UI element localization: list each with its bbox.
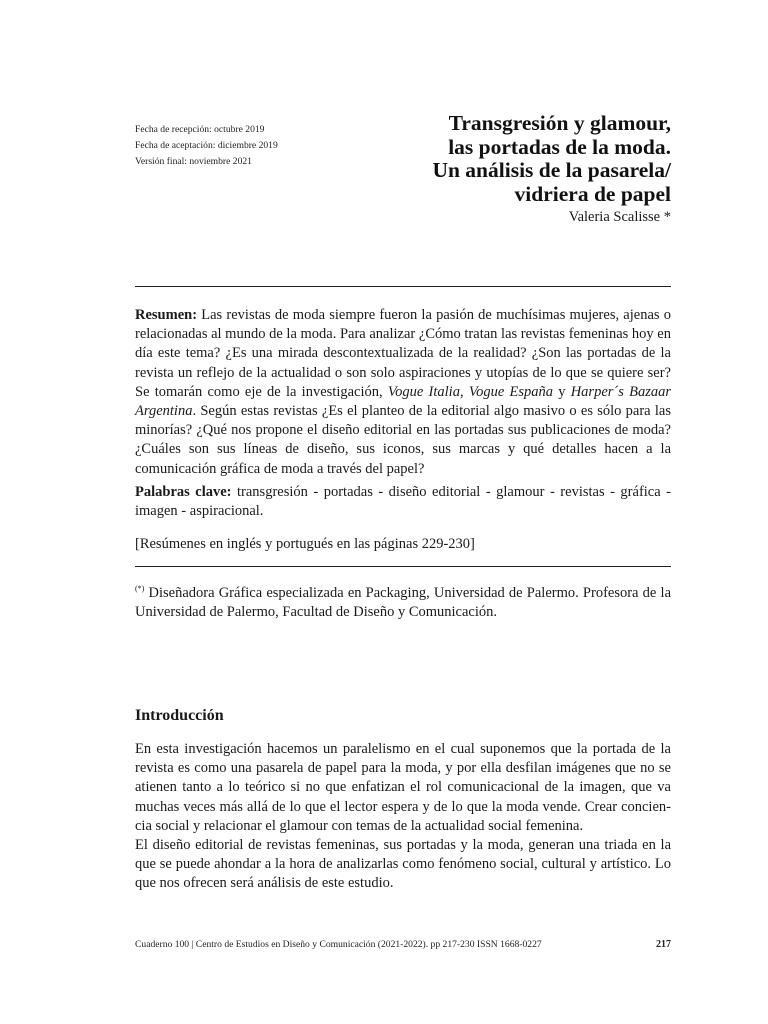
title-line: Transgresión y glamour, <box>448 111 671 135</box>
author-affiliation <box>135 584 671 622</box>
divider-middle <box>135 566 671 567</box>
abstracts-note: [Resúmenes en inglés y portugués en las páginas 229-230] <box>135 536 475 552</box>
author-name: Valeria Scalisse * <box>568 209 671 225</box>
magazine-name: Harper´s Bazaar Argentina <box>135 383 671 420</box>
article-dates <box>135 122 278 170</box>
abstract-text: Las revistas de moda siempre fueron la pasión de muchísimas mujeres, ajenas o relacionadas al mundo de la moda. Para analizar ¿Cómo tratan las revistas femeninas hoy en día este tema? ¿Es una mirada descontextualizada de la realidad? ¿Son las portadas de la revista un reflejo de la actualidad o son solo aspiraciones y utopías de lo que se quiere ser? Se tomarán como eje de la investigación, <box>135 307 671 400</box>
magazine-name: Vogue España <box>468 383 553 400</box>
divider-top <box>135 286 671 287</box>
footer-citation: Cuaderno 100 | Centro de Estudios en Diseño y Comunicación (2021-2022). pp 217-230 ISSN 1668-0227 <box>135 939 542 950</box>
title-line: Un análisis de la pasarela/ <box>432 158 671 182</box>
article-title-block <box>311 112 671 227</box>
section-heading: Introducción <box>135 707 224 724</box>
keywords-text: transgresión - portadas - diseño editorial - glamour - revistas - gráfica - imagen - aspiracional. <box>135 484 671 520</box>
keywords-label: Palabras clave: <box>135 484 232 500</box>
final-version-date: Versión final: noviembre 2021 <box>135 156 252 167</box>
abstract-text: . Según estas revistas ¿Es el planteo de la editorial algo masivo o es sólo para las minorías? ¿Qué nos propone el diseño editorial en las portadas sus publicaciones de moda? ¿Cuáles son sus líneas de diseño, sus iconos, sus marcas y qué detalles hacen a la comunicación gráfica de moda a través del papel? <box>135 403 671 477</box>
reception-date: Fecha de recepción: octubre 2019 <box>135 124 265 135</box>
body-paragraph: El diseño editorial de revistas femeninas, sus portadas y la moda, generan una triada en la que se puede ahondar a la hora de analizarlas como fenómeno social, cultural y artístico. Lo que nos ofrecen será análisis de este estudio. <box>135 837 671 892</box>
title-line: vidriera de papel <box>514 181 671 206</box>
body-paragraph: En esta investigación hacemos un paralelismo en el cual suponemos que la portada de la revista es como una pasarela de papel para la moda, y por ella desfilan imágenes que no se atienen tanto a lo teórico si no que enfatizan el rol comunicacional de la imagen, que va muchas veces más allá de lo que el lector espera y de lo que la moda vende. Crear conciencia social y relacionar el glamour con temas de la actualidad social femenina. <box>135 741 671 834</box>
keywords-paragraph <box>135 483 671 521</box>
footnote-marker: (*) <box>135 584 145 594</box>
separator: y <box>552 383 571 400</box>
affiliation-text: Diseñadora Gráfica especializada en Packaging, Universidad de Palermo. Profesora de la Universidad de Palermo, Facultad de Diseño y Comunicación. <box>135 585 671 621</box>
introduction-body <box>135 740 671 894</box>
separator: , <box>459 383 469 400</box>
title-line: las portadas de la moda. <box>448 134 671 159</box>
acceptance-date: Fecha de aceptación: diciembre 2019 <box>135 140 278 151</box>
magazine-name: Vogue Italia <box>387 383 460 400</box>
page-footer <box>135 938 671 952</box>
abstract-paragraph <box>135 306 671 479</box>
abstract-label: Resumen: <box>135 307 198 323</box>
page-number: 217 <box>656 939 671 950</box>
